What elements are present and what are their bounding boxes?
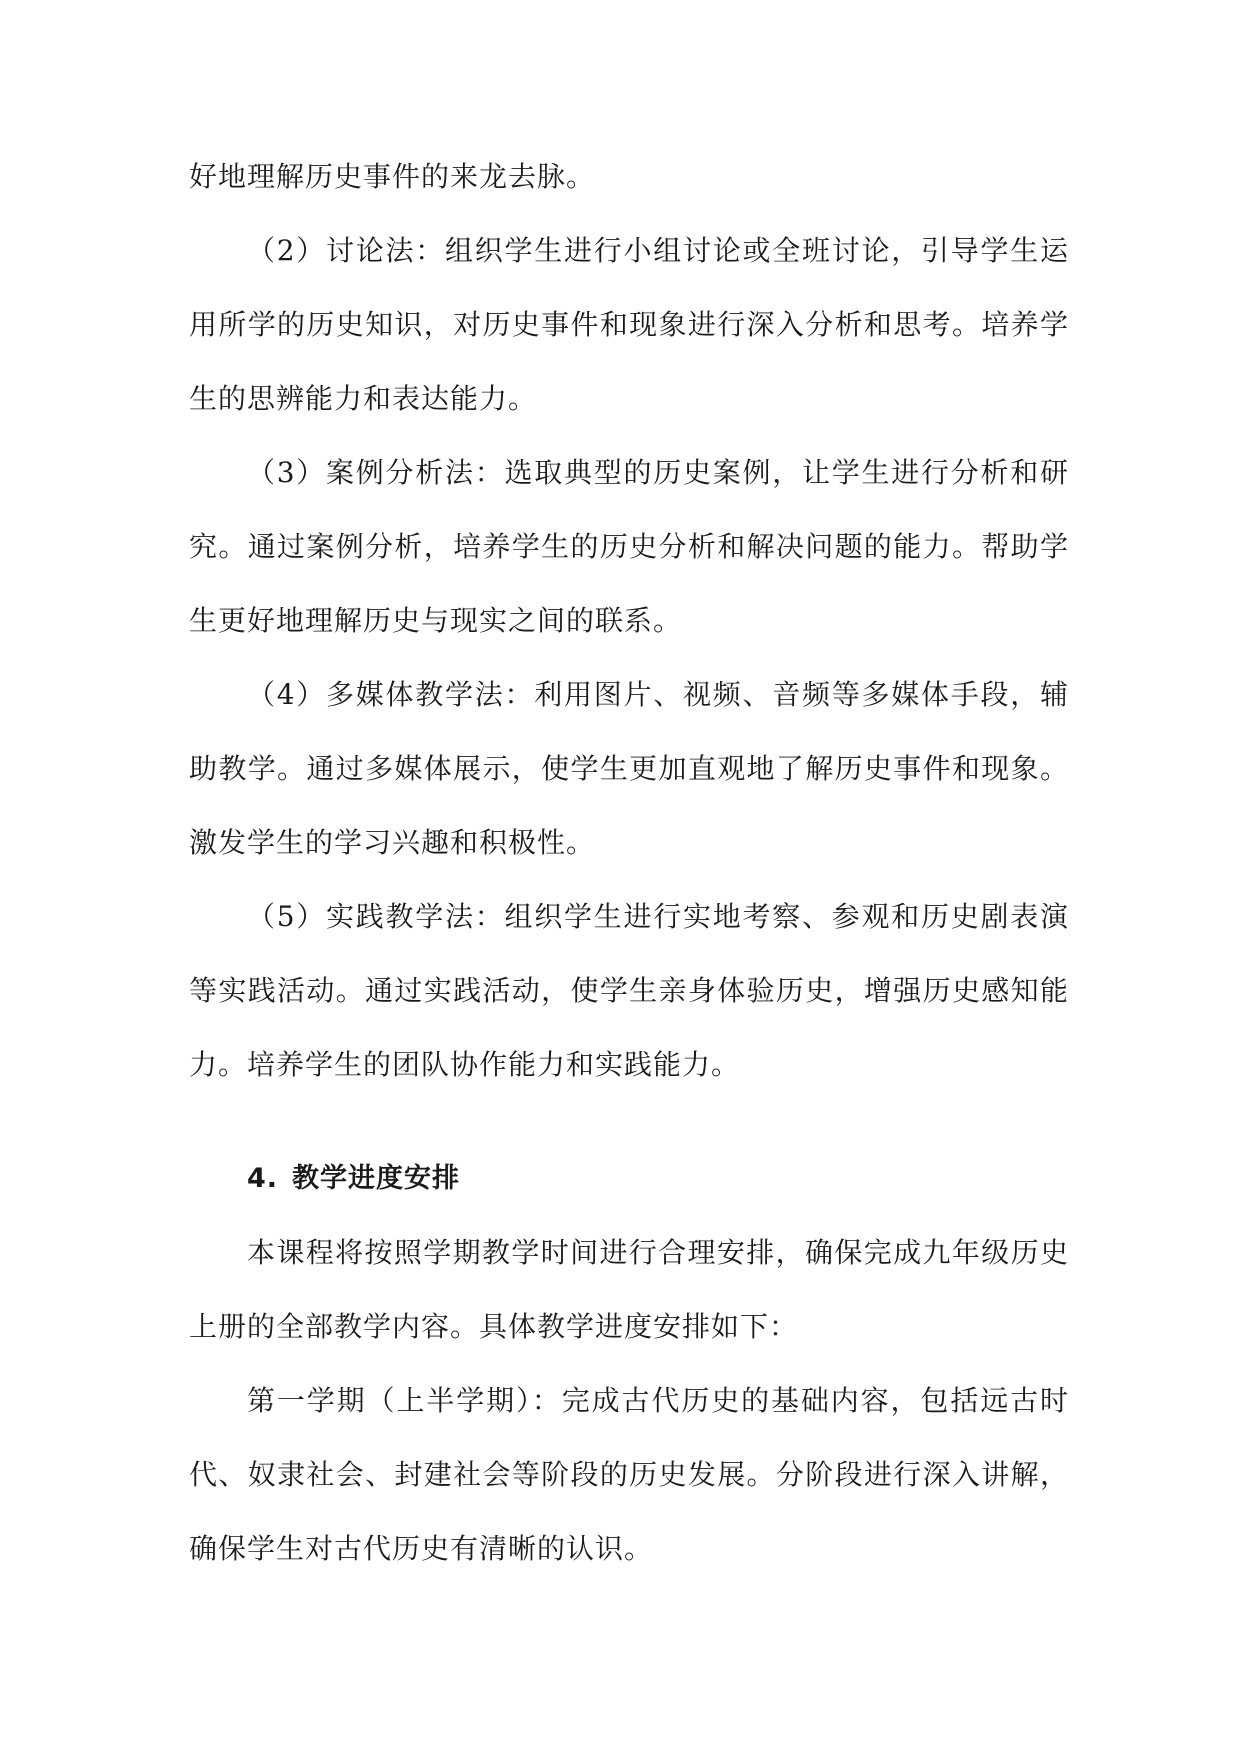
section-heading [189,1142,1069,1216]
paragraph-first-semester: 第一学期（上半学期）：完成古代历史的基础内容，包括远古时代、奴隶社会、封建社会等阶段的历史发展。分阶段进行深入讲解，确保学生对古代历史有清晰的认识。 [189,1384,1069,1565]
paragraph-multimedia-method: （4）多媒体教学法：利用图片、视频、音频等多媒体手段，辅助教学。通过多媒体展示，使学生更加直观地了解历史事件和现象。激发学生的学习兴趣和积极性。 [189,678,1069,859]
paragraph-schedule-intro: 本课程将按照学期教学时间进行合理安排，确保完成九年级历史上册的全部教学内容。具体教学进度安排如下： [189,1236,1069,1343]
document-body [189,140,1069,1586]
paragraph-continuation: 好地理解历史事件的来龙去脉。 [189,160,596,193]
paragraph-case-analysis-method: （3）案例分析法：选取典型的历史案例，让学生进行分析和研究。通过案例分析，培养学生的历史分析和解决问题的能力。帮助学生更好地理解历史与现实之间的联系。 [189,456,1069,637]
section-number: 4. [247,1163,279,1194]
paragraph-discussion-method: （2）讨论法：组织学生进行小组讨论或全班讨论，引导学生运用所学的历史知识，对历史事件和现象进行深入分析和思考。培养学生的思辨能力和表达能力。 [189,234,1069,415]
paragraph-practice-method: （5）实践教学法：组织学生进行实地考察、参观和历史剧表演等实践活动。通过实践活动，使学生亲身体验历史，增强历史感知能力。培养学生的团队协作能力和实践能力。 [189,900,1069,1081]
section-title: 教学进度安排 [292,1163,461,1194]
